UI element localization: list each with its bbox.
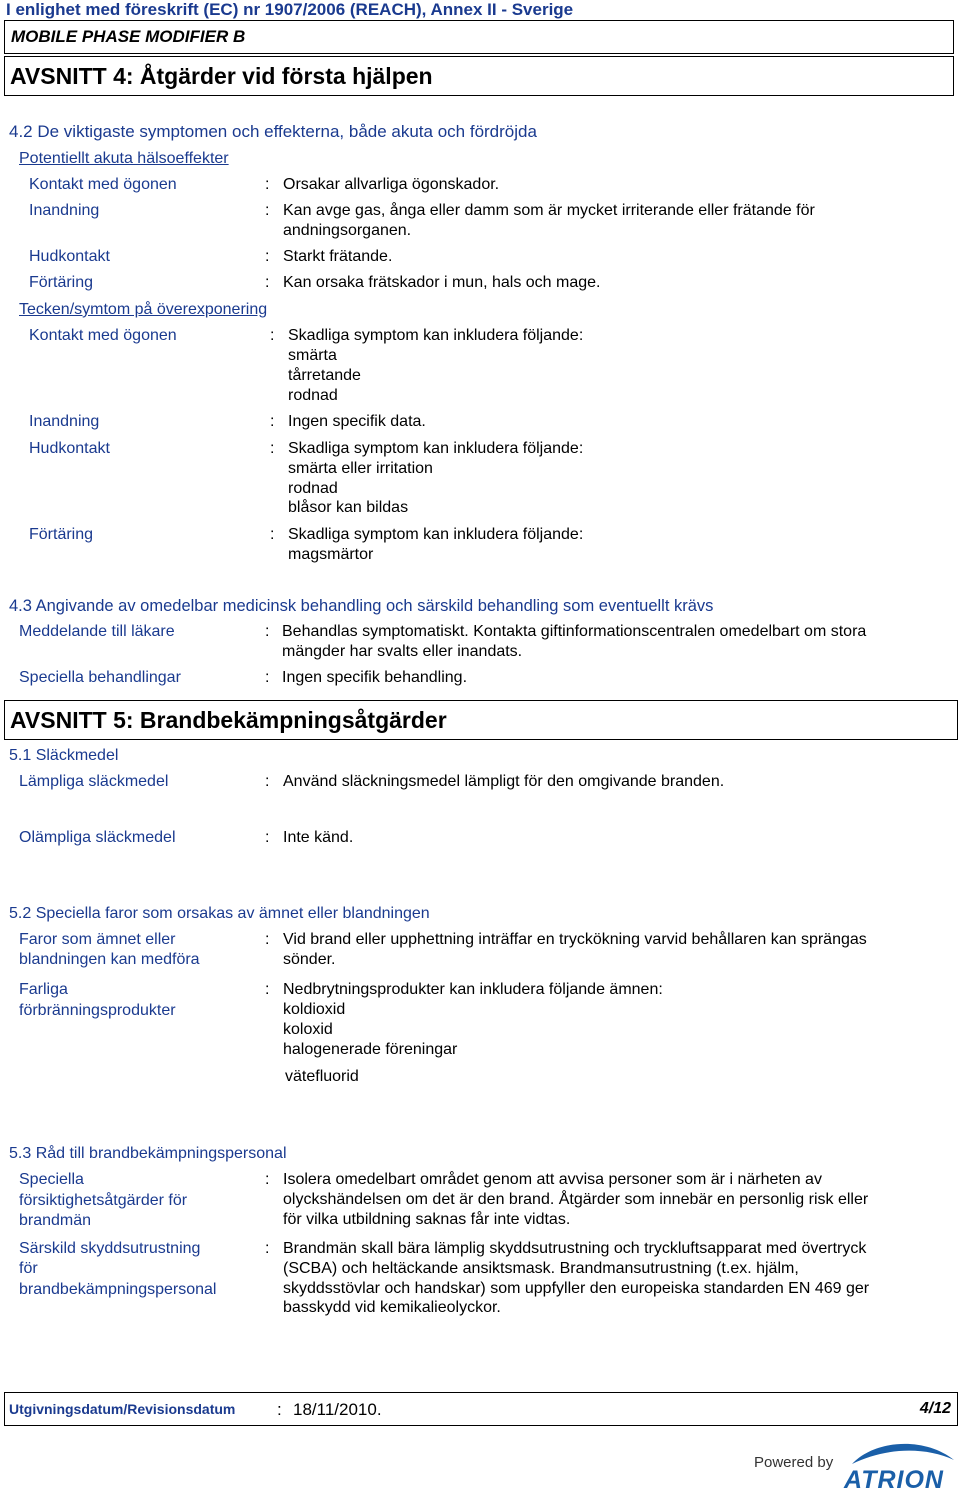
media-unsuitable-text: Inte känd.	[283, 829, 354, 846]
hazard-text-2b: koldioxid	[283, 1001, 346, 1018]
subsection-5-2-title: 5.2 Speciella faror som orsakas av ämnet eller blandningen	[9, 905, 430, 922]
subsection-5-1-title: 5.1 Släckmedel	[9, 747, 119, 764]
acute-effects-heading: Potentiellt akuta hälsoeffekter	[19, 150, 229, 167]
subsection-4-2-title: 4.2 De viktigaste symptomen och effekterna, både akuta och fördröjda	[9, 122, 537, 141]
footer-box	[4, 1392, 958, 1426]
section-5-heading-box	[4, 700, 958, 740]
overexposure-heading: Tecken/symtom på överexponering	[19, 301, 268, 318]
signs-inhalation-1: Ingen specifik data.	[288, 413, 426, 430]
acute-label-inhalation: Inandning	[29, 202, 100, 219]
colon: :	[270, 440, 275, 457]
signs-label-inhalation: Inandning	[29, 413, 100, 430]
colon: :	[265, 981, 270, 998]
footer-date: 18/11/2010.	[293, 1400, 382, 1419]
media-label-suitable: Lämpliga släckmedel	[19, 773, 169, 790]
advice-text-1b: olyckshändelsen om det är den brand. Åtgärder som innebär en personlig risk eller	[283, 1191, 869, 1208]
acute-label-eyes: Kontakt med ögonen	[29, 176, 177, 193]
hazard-text-1a: Vid brand eller upphettning inträffar en tryckökning varvid behållaren kan sprängas	[283, 931, 867, 948]
colon: :	[265, 931, 270, 948]
signs-skin-1: Skadliga symptom kan inkludera följande:	[288, 440, 584, 457]
advice-label-1b: försiktighetsåtgärder för	[19, 1192, 188, 1209]
advice-label-2c: brandbekämpningspersonal	[19, 1281, 217, 1298]
powered-by-text: Powered by	[754, 1454, 834, 1471]
acute-text-eyes: Orsakar allvarliga ögonskador.	[283, 176, 500, 193]
advice-text-2d: basskydd vid kemikalieolyckor.	[283, 1299, 501, 1316]
advice-label-2a: Särskild skyddsutrustning	[19, 1240, 201, 1257]
subsection-5-3-title: 5.3 Råd till brandbekämpningspersonal	[9, 1145, 287, 1162]
signs-skin-2: smärta eller irritation	[288, 460, 433, 477]
hazard-text-2a: Nedbrytningsprodukter kan inkludera följande ämnen:	[283, 981, 663, 998]
signs-eyes-3: tårretande	[288, 367, 361, 384]
signs-label-skin: Hudkontakt	[29, 440, 110, 457]
acute-text-inhalation-2: andningsorganen.	[283, 222, 412, 239]
product-name: MOBILE PHASE MODIFIER B	[11, 27, 246, 46]
hazard-label-2b: förbränningsprodukter	[19, 1002, 176, 1019]
advice-text-2a: Brandmän skall bära lämplig skyddsutrustning och tryckluftsapparat med övertryck	[283, 1240, 867, 1257]
acute-label-ingestion: Förtäring	[29, 274, 94, 291]
colon: :	[265, 274, 270, 291]
hazard-text-1b: sönder.	[283, 951, 336, 968]
acute-text-inhalation-1: Kan avge gas, ånga eller damm som är mycket irriterande eller frätande för	[283, 202, 815, 219]
hazard-label-1a: Faror som ämnet eller	[19, 931, 176, 948]
signs-label-eyes: Kontakt med ögonen	[29, 327, 177, 344]
hazard-label-1b: blandningen kan medföra	[19, 951, 200, 968]
colon: :	[265, 176, 270, 193]
signs-eyes-4: rodnad	[288, 387, 338, 404]
signs-skin-3: rodnad	[288, 480, 338, 497]
colon: :	[265, 1240, 270, 1257]
treatment-doctor-1: Behandlas symptomatiskt. Kontakta giftinformationscentralen omedelbart om stora	[282, 623, 867, 640]
advice-text-1a: Isolera omedelbart området genom att avvisa personer som är i närheten av	[283, 1171, 822, 1188]
signs-eyes-1: Skadliga symptom kan inkludera följande:	[288, 327, 584, 344]
treatment-doctor-2: mängder har svalts eller inandats.	[282, 643, 523, 660]
signs-eyes-2: smärta	[288, 347, 337, 364]
signs-skin-4: blåsor kan bildas	[288, 499, 409, 516]
colon: :	[265, 202, 270, 219]
signs-ingestion-1: Skadliga symptom kan inkludera följande:	[288, 526, 584, 543]
media-suitable-text: Använd släckningsmedel lämpligt för den omgivande branden.	[283, 773, 725, 790]
treatment-label-special: Speciella behandlingar	[19, 669, 181, 686]
hazard-text-2d: halogenerade föreningar	[283, 1041, 458, 1058]
section-4-title: AVSNITT 4: Åtgärder vid första hjälpen	[10, 63, 433, 89]
advice-text-1c: för vilka utbildning saknas får inte vidtas.	[283, 1211, 571, 1228]
footer-colon: :	[277, 1400, 282, 1419]
advice-label-2b: för	[19, 1260, 38, 1277]
signs-ingestion-2: magsmärtor	[288, 546, 374, 563]
atrion-logo	[752, 1438, 958, 1494]
regulation-title: I enlighet med föreskrift (EC) nr 1907/2006 (REACH), Annex II - Sverige	[6, 0, 574, 19]
footer-date-label: Utgivningsdatum/Revisionsdatum	[9, 1401, 236, 1417]
section-5-title: AVSNITT 5: Brandbekämpningsåtgärder	[10, 707, 447, 733]
colon: :	[265, 623, 270, 640]
colon: :	[265, 773, 270, 790]
colon: :	[265, 1171, 270, 1188]
advice-text-2c: skyddsstövlar och handskar) som uppfyller den europeiska standarden EN 469 ger	[283, 1280, 870, 1297]
acute-label-skin: Hudkontakt	[29, 248, 110, 265]
hazard-label-2a: Farliga	[19, 981, 68, 998]
acute-text-ingestion: Kan orsaka frätskador i mun, hals och mage.	[283, 274, 601, 291]
advice-text-2b: (SCBA) och heltäckande ansiktsmask. Brandmansutrustning (t.ex. hjälm,	[283, 1260, 799, 1277]
acute-text-skin: Starkt frätande.	[283, 248, 393, 265]
advice-label-1a: Speciella	[19, 1171, 84, 1188]
advice-label-1c: brandmän	[19, 1212, 92, 1229]
colon: :	[270, 413, 275, 430]
section-4-heading-box	[4, 56, 954, 96]
colon: :	[265, 669, 270, 686]
treatment-label-doctor: Meddelande till läkare	[19, 623, 175, 640]
page-number: 4/12	[919, 1400, 951, 1417]
subsection-4-3-title: 4.3 Angivande av omedelbar medicinsk behandling och särskild behandling som eventuellt krävs	[9, 597, 714, 615]
product-name-box	[4, 20, 954, 54]
colon: :	[270, 526, 275, 543]
hazard-text-2c: koloxid	[283, 1021, 333, 1038]
colon: :	[265, 248, 270, 265]
treatment-special-1: Ingen specifik behandling.	[282, 669, 468, 686]
colon: :	[270, 327, 275, 344]
media-label-unsuitable: Olämpliga släckmedel	[19, 829, 176, 846]
hazard-text-2e: vätefluorid	[285, 1068, 359, 1085]
colon: :	[265, 829, 270, 846]
signs-label-ingestion: Förtäring	[29, 526, 94, 543]
atrion-brand-text: ATRION	[844, 1466, 944, 1494]
